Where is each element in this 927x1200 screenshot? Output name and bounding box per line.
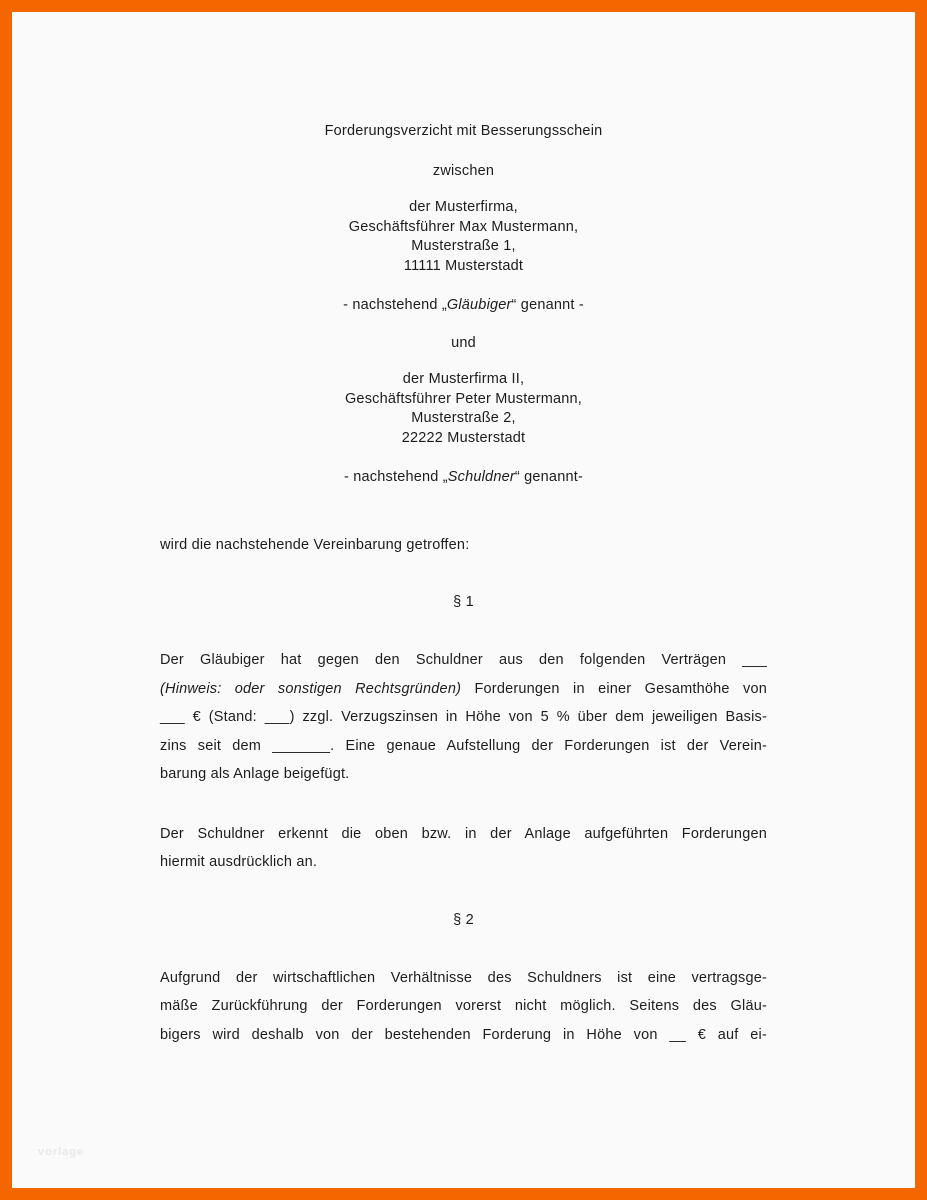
paragraph-line-rest: Forderungen in einer Gesamthöhe von [474,680,767,697]
hint-italic-text: (Hinweis: oder sonstigen Rechtsgründen) [160,680,462,697]
paragraph-line: barung als Anlage beigefügt. [160,766,350,782]
section-2-heading: § 2 [453,911,474,928]
creditor-company: der Musterfirma, [409,199,518,215]
debtor-city: 22222 Musterstadt [401,429,526,446]
debtor-designation-term: Schuldner [447,469,515,485]
document-body [160,12,767,1049]
and-label: und [451,335,476,351]
paragraph-line: Aufgrund der wirtschaftlichen Verhältnisse des Schuldners ist eine vertragsge- [160,969,767,986]
paragraph-line [160,675,767,704]
paragraph-line: Der Gläubiger hat gegen den Schuldner aus den folgenden Verträgen ___ [160,652,767,668]
section-1-heading: § 1 [453,594,474,610]
section-1-paragraph-2 [160,820,767,877]
creditor-city: 11111 Musterstadt [403,257,524,274]
agreement-intro-line: wird die nachstehende Vereinbarung getroffen: [160,537,470,553]
paragraph-line: hiermit ausdrücklich an. [160,854,318,870]
creditor-address-block [160,198,767,276]
section-2-paragraph-1 [160,964,767,1050]
debtor-address-block [160,370,767,448]
section-1-paragraph-1 [160,646,767,789]
debtor-street: Musterstraße 2, [411,410,516,426]
document-title: Forderungsverzicht mit Besserungsschein [324,123,603,139]
debtor-designation-post: “ genannt- [514,469,583,485]
debtor-manager: Geschäftsführer Peter Mustermann, [344,390,583,407]
paragraph-line: Der Schuldner erkennt die oben bzw. in der Anlage aufgeführten Forderungen [160,825,767,842]
debtor-company: der Musterfirma II, [402,371,525,387]
creditor-street: Musterstraße 1, [411,238,516,254]
creditor-manager: Geschäftsführer Max Mustermann, [348,218,579,235]
paragraph-line: bigers wird deshalb von der bestehenden Forderung in Höhe von __ € auf ei- [160,1026,767,1043]
creditor-designation-post: “ genannt - [511,297,584,313]
between-label: zwischen [432,163,495,179]
paragraph-line: mäße Zurückführung der Forderungen vorerst nicht möglich. Seitens des Gläu- [160,998,767,1014]
paragraph-line: ___ € (Stand: ___) zzgl. Verzugszinsen in Höhe von 5 % über dem jeweiligen Basis- [160,709,767,725]
debtor-designation-line [160,467,767,487]
creditor-designation-term: Gläubiger [446,297,512,313]
paragraph-line: zins seit dem _______. Eine genaue Aufstellung der Forderungen ist der Verein- [160,737,767,754]
debtor-designation-pre: - nachstehend „ [344,469,448,485]
watermark-text: vorlage [38,1146,85,1158]
creditor-designation-pre: - nachstehend „ [343,297,447,313]
creditor-designation-line [160,295,767,315]
